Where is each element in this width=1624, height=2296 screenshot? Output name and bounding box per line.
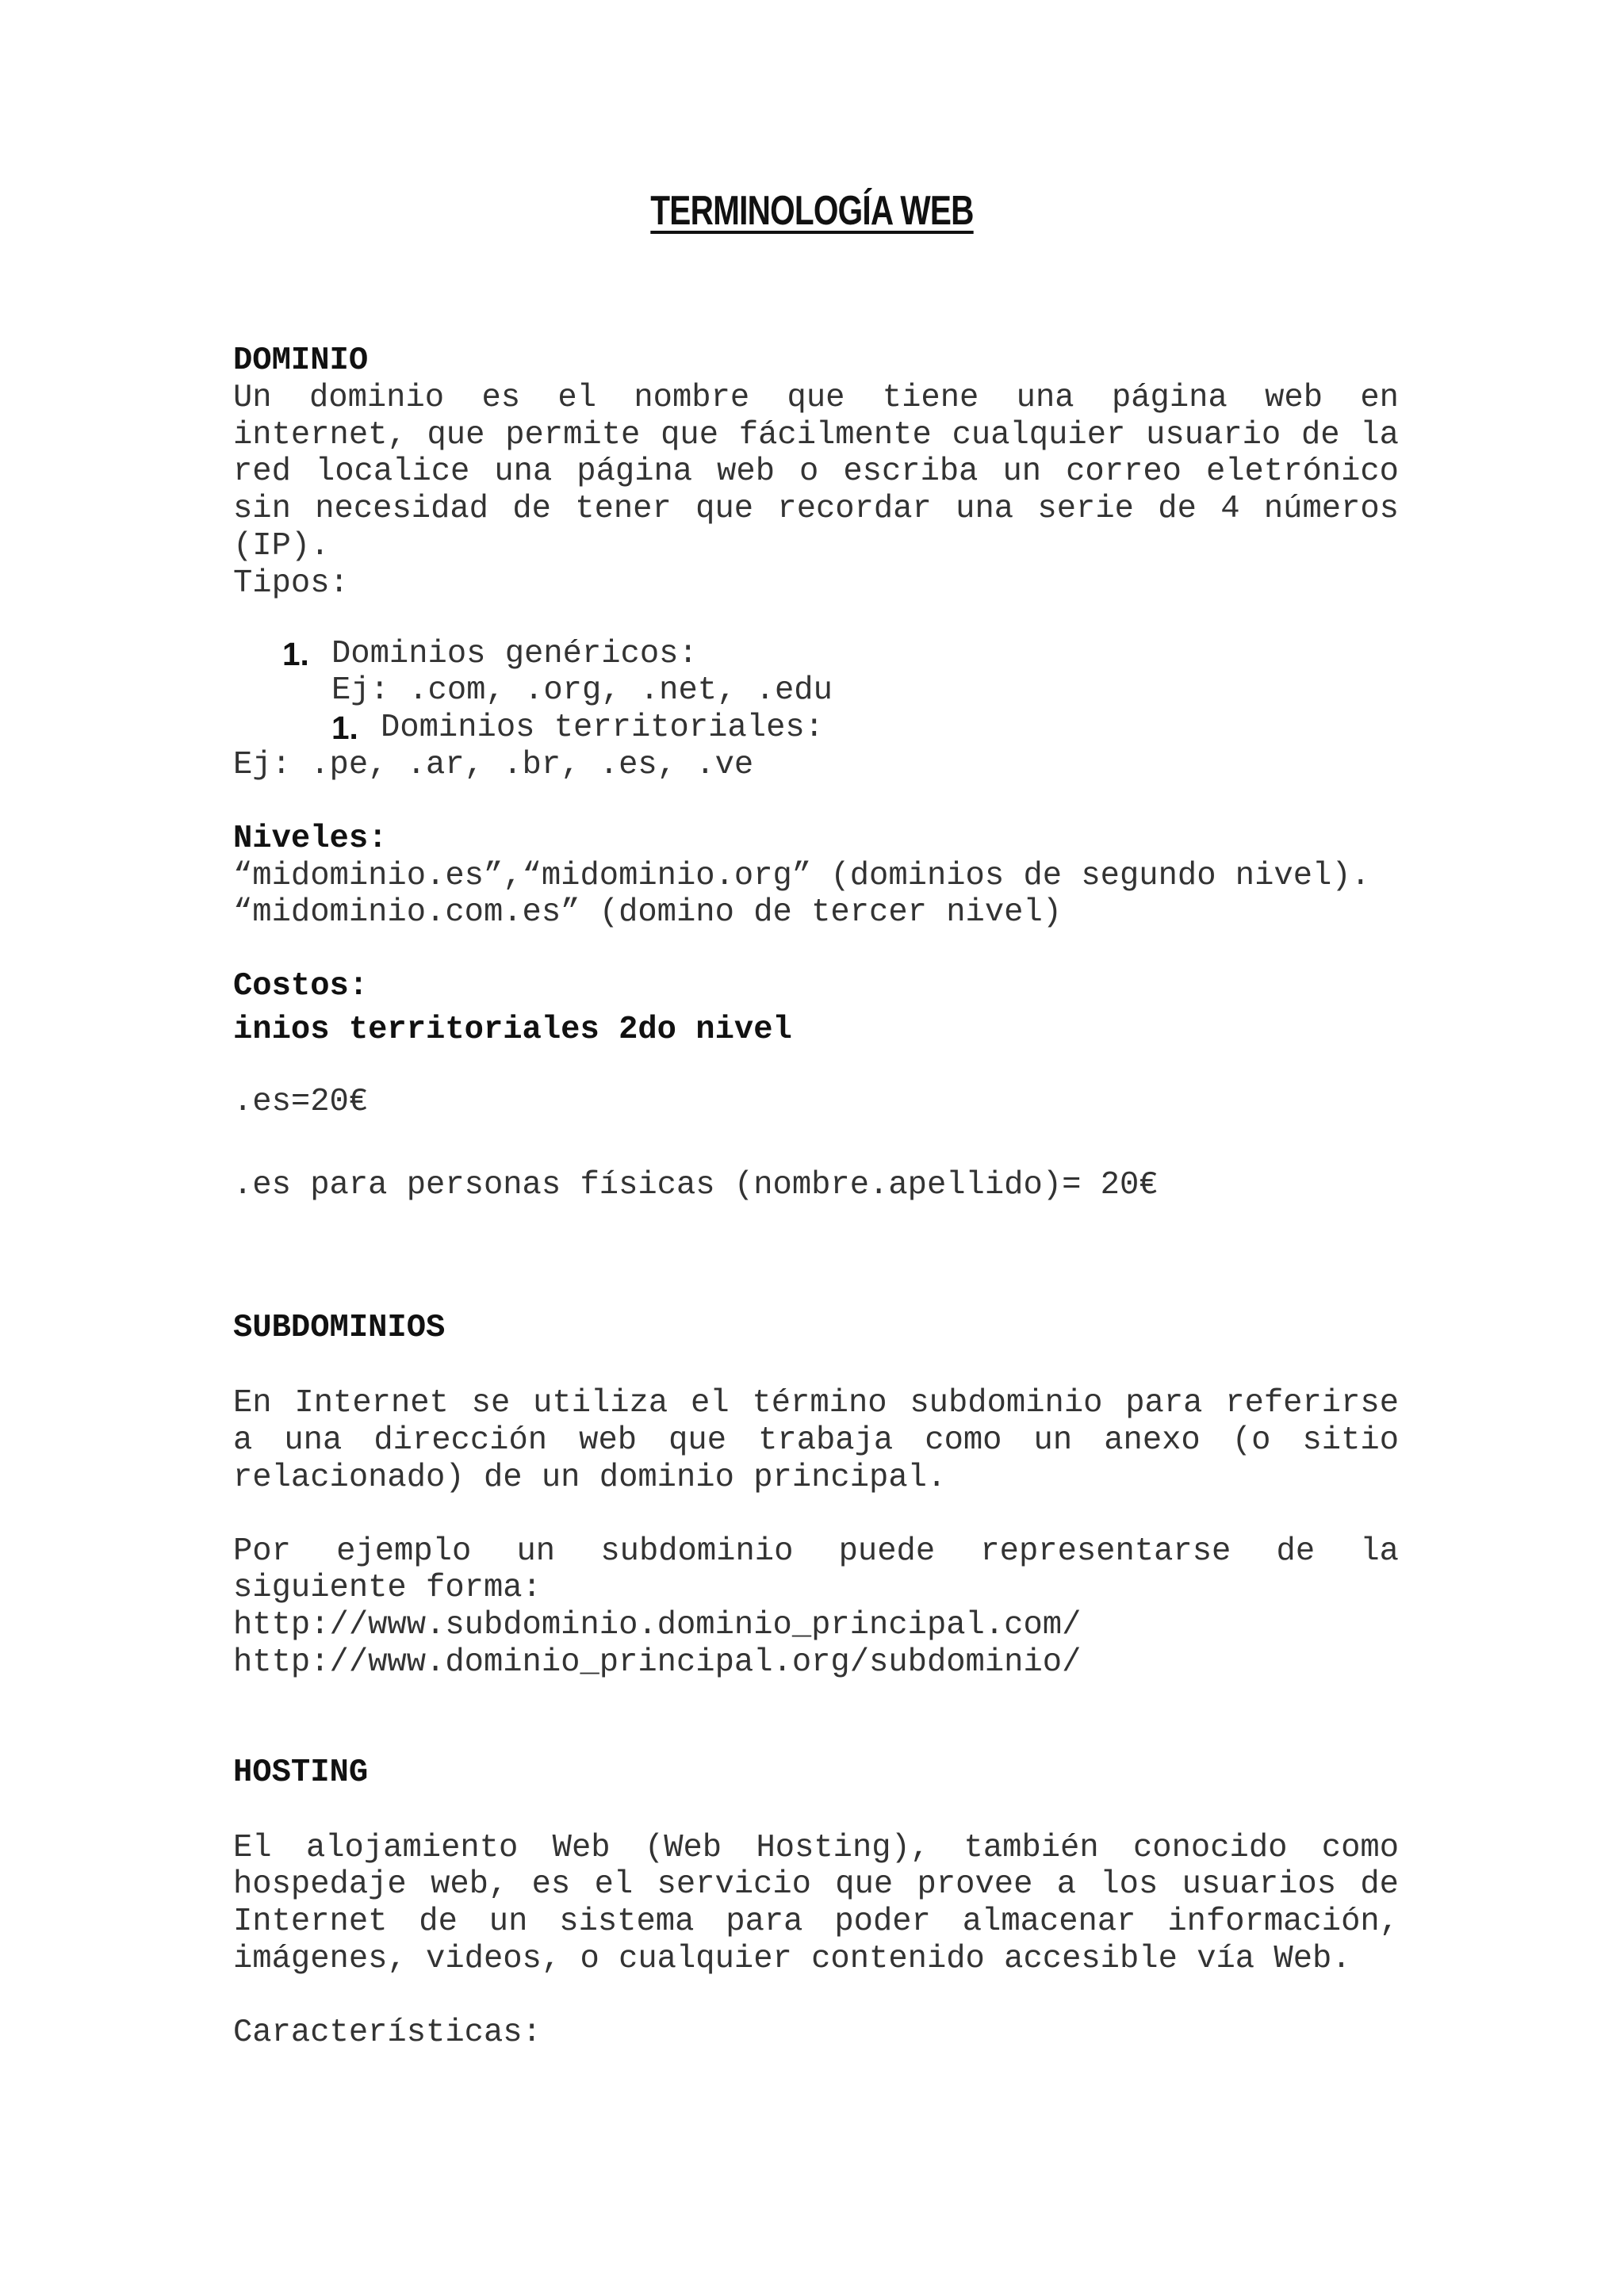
section-heading-hosting: HOSTING: [233, 1754, 369, 1791]
spacer: [233, 1203, 1399, 1310]
spacer: [233, 1682, 1399, 1755]
subdominios-paragraph: En Internet se utiliza el término subdominio para referirse a una dirección web que trabaja como un anexo (o sitio relacionado) de un dominio principal.: [233, 1385, 1399, 1496]
ejemplo-territoriales: Ej: .pe, .ar, .br, .es, .ve: [233, 746, 754, 783]
list-number: 1.: [331, 710, 358, 747]
subdominio-url: http://www.dominio_principal.org/subdominio/: [233, 1644, 1082, 1681]
document-body: [233, 342, 1399, 2052]
spacer: [233, 784, 1399, 821]
tipos-label: Tipos:: [233, 564, 349, 602]
section-heading-niveles: Niveles:: [233, 820, 388, 857]
list-number: 1.: [282, 635, 309, 672]
costos-line: .es para personas físicas (nombre.apellido)= 20€: [233, 1166, 1159, 1203]
spacer: [233, 1497, 1399, 1533]
spacer: [233, 1049, 1399, 1084]
spacer: [233, 1121, 1399, 1167]
list-item-territoriales: [233, 710, 1399, 747]
hosting-paragraph: El alojamiento Web (Web Hosting), también conocido como hospedaje web, es el servicio que provee a los usuarios de Internet de un sistema para poder almacenar información, imágenes, videos, o cualquier contenido accesible vía Web.: [233, 1829, 1399, 1977]
subdominios-paragraph: Por ejemplo un subdominio puede representarse de la siguiente forma:: [233, 1533, 1399, 1607]
list-item-text: Dominios genéricos:: [331, 635, 698, 672]
section-heading-subdominios: SUBDOMINIOS: [233, 1310, 446, 1347]
section-heading-costos: Costos:: [233, 968, 369, 1005]
niveles-line: “midominio.com.es” (domino de tercer nivel): [233, 894, 1063, 932]
spacer: [233, 1792, 1399, 1830]
spacer: [233, 603, 1399, 636]
section-heading-dominio: DOMINIO: [233, 342, 369, 379]
list-item-genericos: [233, 636, 1399, 673]
subdominio-url: http://www.subdominio.dominio_principal.com/: [233, 1607, 1082, 1644]
spacer: [233, 1347, 1399, 1385]
ejemplo-genericos: Ej: .com, .org, .net, .edu: [331, 672, 833, 710]
dominio-paragraph: Un dominio es el nombre que tiene una página web en internet, que permite que fácilmente cualquier usuario de la red localice una página web o escriba un correo eletrónico sin necesidad de tener que recordar una serie de 4 números (IP).: [233, 379, 1399, 564]
list-item-text: Dominios territoriales:: [381, 710, 824, 747]
costos-subheading: inios territoriales 2do nivel: [233, 1011, 792, 1048]
page-title-text: TERMINOLOGÍA WEB: [650, 188, 974, 234]
caracteristicas-label: Características:: [233, 2014, 542, 2051]
page-title: [178, 187, 1445, 235]
spacer: [233, 932, 1399, 968]
niveles-line: “midominio.es”,“midominio.org” (dominios de segundo nivel).: [233, 857, 1370, 894]
costos-line: .es=20€: [233, 1083, 369, 1120]
spacer: [233, 1978, 1399, 2015]
